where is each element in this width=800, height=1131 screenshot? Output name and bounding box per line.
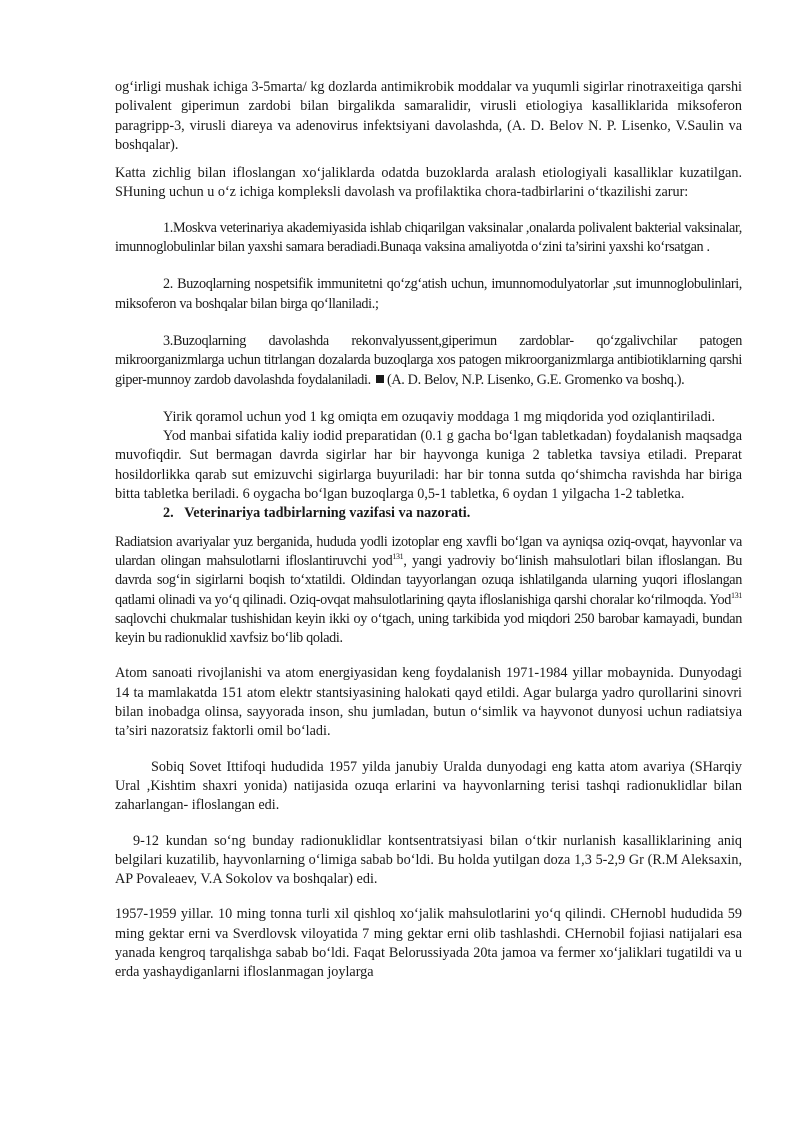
paragraph-iodine-dose: Yirik qoramol uchun yod 1 kg omiqta em ozuqaviy moddaga 1 mg miqdorida yod oziqlantiriladi. [163, 408, 716, 425]
list-item-3-citation: (A. D. Belov, N.P. Lisenko, G.E. Gromenko va boshq.). [387, 371, 685, 388]
list-item-3 [115, 332, 742, 390]
paragraph-atom-industry: Atom sanoati rivojlanishi va atom energiyasidan keng foydalanish 1971-1984 yillar mobaynida. Dunyodagi 14 ta mamlakatda 151 atom elektr stantsiyasining halokati qayd etildi. Agar bularga yadro qurollarini sinovri bilan inobadga olinsa, sayyorada inson, shu jumladan, butun o‘simlik va hayvonot dunyosi uchun radiatsiya ta’siri nazoratsiz faktorli omil bo‘ladi. [115, 665, 742, 740]
list-item-3-text: 3.Buzoqlarning davolashda rekonvalyussent,giperimun zardoblar- qo‘zgalivchilar patogen mikroorganizmlarga uchun titrlangan dozalarda buzoqlarga xos patogen mikroorganizmlarga antibiotiklarning qarshi giper-munnoy zardob davolashda foydalaniladi. [115, 332, 742, 388]
paragraph-radiation-part-2: , yangi yadroviy bo‘linish mahsulotlari bilan ifloslangan. Bu davrda sog‘in sigirlarni boqish to‘xtatildi. Oldindan tayyorlangan ozuqa ishlatilganda ularning yuqori ifloslangan qatlami olinadi va yo‘q qilinadi. Oziq-ovqat mahsulotlarining qayta ifloslanishiga qarshi choralar ko‘rilmoqda. Yod [115, 552, 742, 608]
paragraph-2: Katta zichlig bilan ifloslangan xo‘jaliklarda odatda buzoklarda aralash etiologiyali kasalliklar kuzatilgan. SHuning uchun u o‘z ichiga kompleksli davolash va profilaktika chora-tadbirlarini o‘tkazilishi zarur: [115, 165, 742, 201]
list-item-2: 2. Buzoqlarning nospetsifik immunitetni qo‘zg‘atish uchun, imunnomodulyatorlar ,sut imunnoglobulinlari, miksoferon va boshqalar bilan birga qo‘llaniladi.; [115, 276, 742, 312]
paragraph-radiation-sickness: 9-12 kundan so‘ng bunday radionuklidlar kontsentratsiyasi bilan o‘tkir nurlanish kasalliklarining aniq belgilari kuzatilib, hayvonlarning o‘limiga sabab bo‘ldi. Bu holda yutilgan doza 1,3 5-2,9 Gr (R.M Aleksaxin, AP Povaleaev, V.A Sokolov va boshqalar) edi. [115, 832, 742, 888]
section-heading-text: Veterinariya tadbirlarning vazifasi va nazorati. [184, 505, 471, 522]
paragraph-1: og‘irligi mushak ichiga 3-5marta/ kg dozlarda antimikrobik moddalar va yuqumli sigirlar rinotraxeitiga qarshi polivalent giperimun zardobi bilan birgalikda samaralidir, virusli etiologiya kasalliklarida miksoferon paragripp-3, virusli diareya va adenovirus infektsiyani davolashda, (A. D. Belov N. P. Lisenko, V.Saulin va boshqalar). [115, 79, 742, 153]
paragraph-radiation [115, 533, 742, 649]
section-heading-number: 2. [163, 505, 174, 522]
paragraph-iodine-source: Yod manbai sifatida kaliy iodid preparatidan (0.1 g gacha bo‘lgan tabletkadan) foydalanish maqsadga muvofiqdir. Sut bermagan davrda sigirlar har bir hayvonga kuniga 2 tabletka tavsiya etiladi. Preparat hosildorlikka qarab sut emizuvchi sigirlarga buyuriladi: har bir tonna sutda qo‘shimcha ravishda har biriga bitta tabletka beriladi. 6 oygacha bo‘lgan buzoqlarga 0,5-1 tabletka, 6 oydan 1 yilgacha 1-2 tabletka. [115, 428, 742, 503]
document-page [115, 78, 742, 983]
paragraph-radiation-part-3: saqlovchi chukmalar tushishidan keyin ikki oy o‘tgach, uning tarkibida yod miqdori 250 barobar kamayadi, bundan keyin bu radionuklid xavfsiz bo‘lib qoladi. [115, 610, 742, 647]
list-item-1: 1.Moskva veterinariya akademiyasida ishlab chiqarilgan vaksinalar ,onalarda polivalent bakterial vaksinalar, imunnoglobulinlar bilan yaxshi samara beradiadi.Bunaqa vaksina amaliyotda o‘zini ta’sirini yaxshi ko‘rsatgan . [115, 219, 742, 256]
section-heading [115, 504, 742, 523]
isotope-superscript-2: 131 [731, 590, 742, 600]
paragraph-ural-accident: Sobiq Sovet Ittifoqi hududida 1957 yilda janubiy Uralda dunyodagi eng katta atom avariya (SHarqiy Ural ,Kishtim shaxri yonida) natijasida ozuqa erlarini va hayvonlarning terisi tashqi radionuklidlar bilan zaharlangan- ifloslangan edi. [115, 758, 742, 814]
paragraph-chernobyl: 1957-1959 yillar. 10 ming tonna turli xil qishloq xo‘jalik mahsulotlarini yo‘q qilindi. CHernobl hududida 59 ming gektar erni va Sverdlovsk viloyatida 7 ming gektar erni olib tashlashdi. CHernobil fojiasi natijalari esa yanada kengroq tarqalishga sabab bo‘ldi. Faqat Belorussiyada 20ta jamoa va fermer xo‘jaliklari tugatildi va u erda yashaydiganlarni ifloslanmagan joylarga [115, 906, 742, 981]
isotope-superscript-1: 131 [392, 551, 404, 561]
paragraph-radiation-part-1: Radiatsion avariyalar yuz berganida, hududa yodli izotoplar eng xavfli bo‘lgan va ayniqsa oziq-ovqat, hayvonlar va ulardan olingan mahsulotlarni ifloslantiruvchi yod [115, 533, 742, 569]
black-square-icon [376, 375, 384, 383]
